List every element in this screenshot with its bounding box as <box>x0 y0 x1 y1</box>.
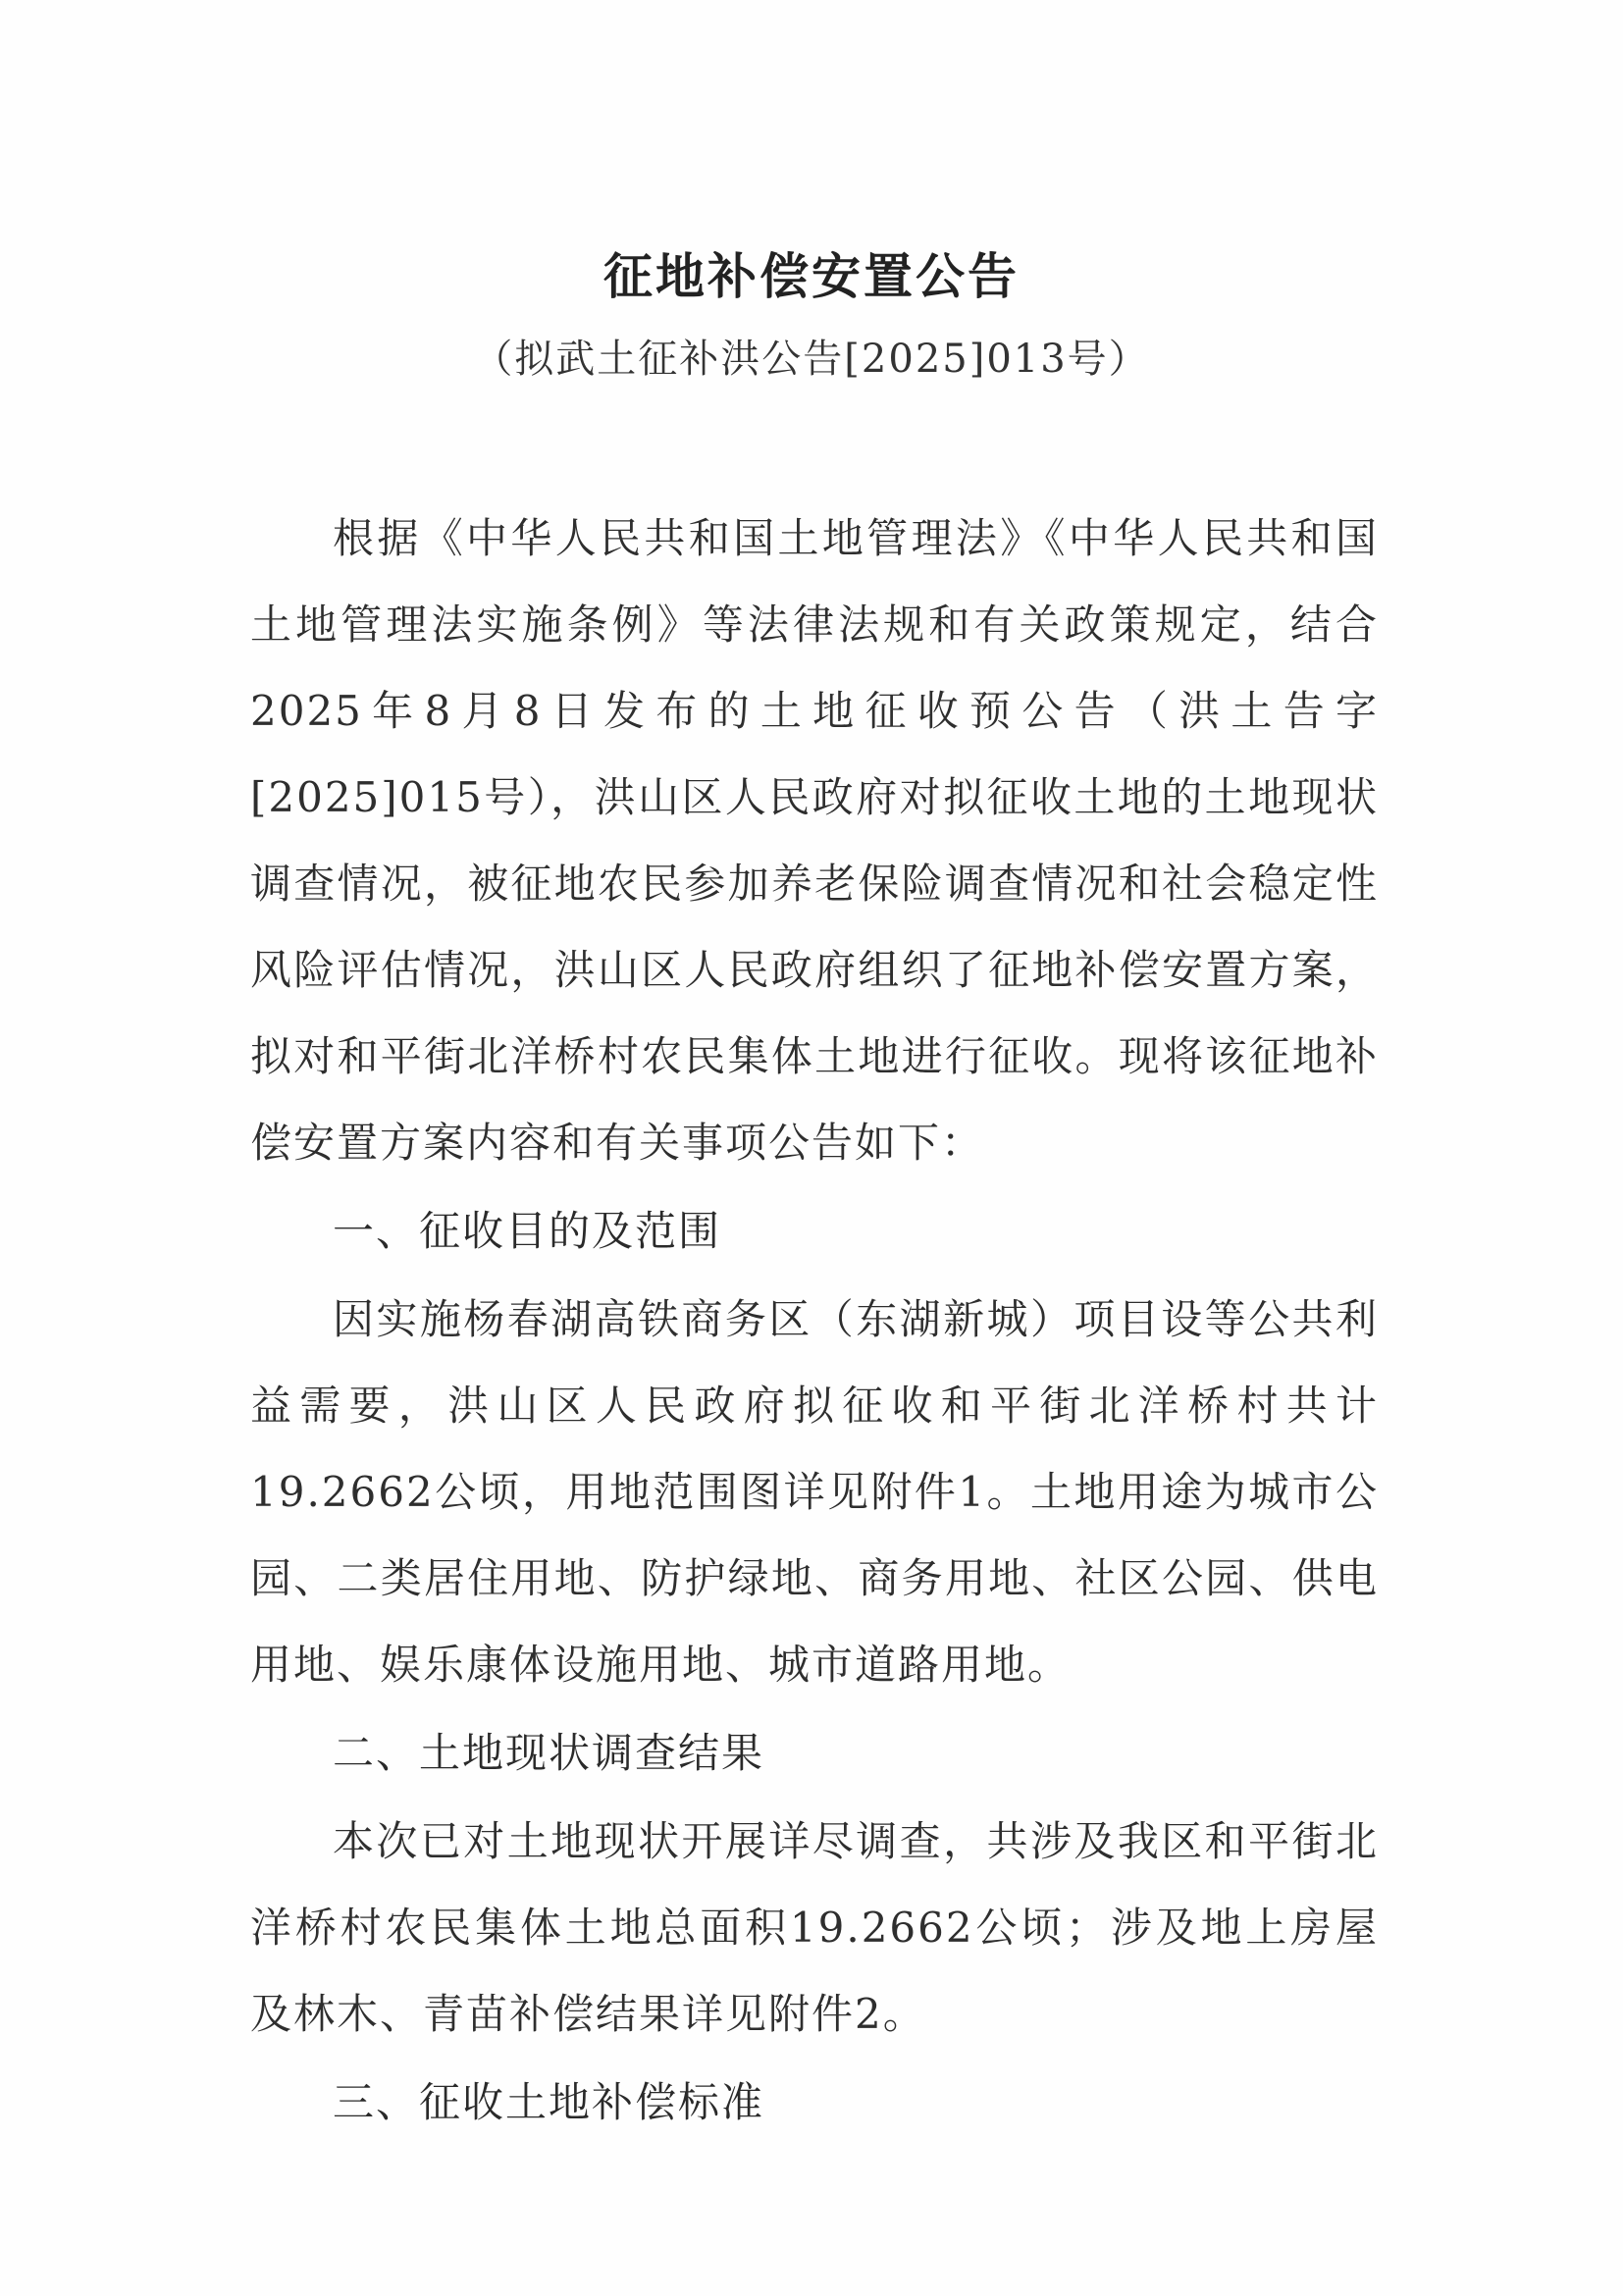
document-title: 征地补偿安置公告 <box>603 248 1020 305</box>
section-2-heading: 二、土地现状调查结果 <box>333 1729 765 1777</box>
document-number: （拟武土征补洪公告[2025]013号） <box>473 337 1150 382</box>
document-body <box>250 496 1379 2148</box>
intro-paragraph: 根据《中华人民共和国土地管理法》《中华人民共和国土地管理法实施条例》等法律法规和有关政策规定，结合2025年8月8日发布的土地征收预公告（洪土告字[2025]015号），洪山区人民政府对拟征收土地的土地现状调查情况，被征地农民参加养老保险调查情况和社会稳定性风险评估情况，洪山区人民政府组织了征地补偿安置方案，拟对和平街北洋桥村农民集体土地进行征收。现将该征地补偿安置方案内容和有关事项公告如下： <box>250 514 1379 1167</box>
section-1-heading: 一、征收目的及范围 <box>333 1207 722 1255</box>
section-2-paragraph: 本次已对土地现状开展详尽调查，共涉及我区和平街北洋桥村农民集体土地总面积19.2662公顷；涉及地上房屋及林木、青苗补偿结果详见附件2。 <box>250 1817 1379 2038</box>
section-1-paragraph: 因实施杨春湖高铁商务区（东湖新城）项目设等公共利益需要，洪山区人民政府拟征收和平街北洋桥村共计19.2662公顷，用地范围图详见附件1。土地用途为城市公园、二类居住用地、防护绿地、商务用地、社区公园、供电用地、娱乐康体设施用地、城市道路用地。 <box>250 1295 1379 1689</box>
section-3-heading: 三、征收土地补偿标准 <box>333 2078 765 2126</box>
